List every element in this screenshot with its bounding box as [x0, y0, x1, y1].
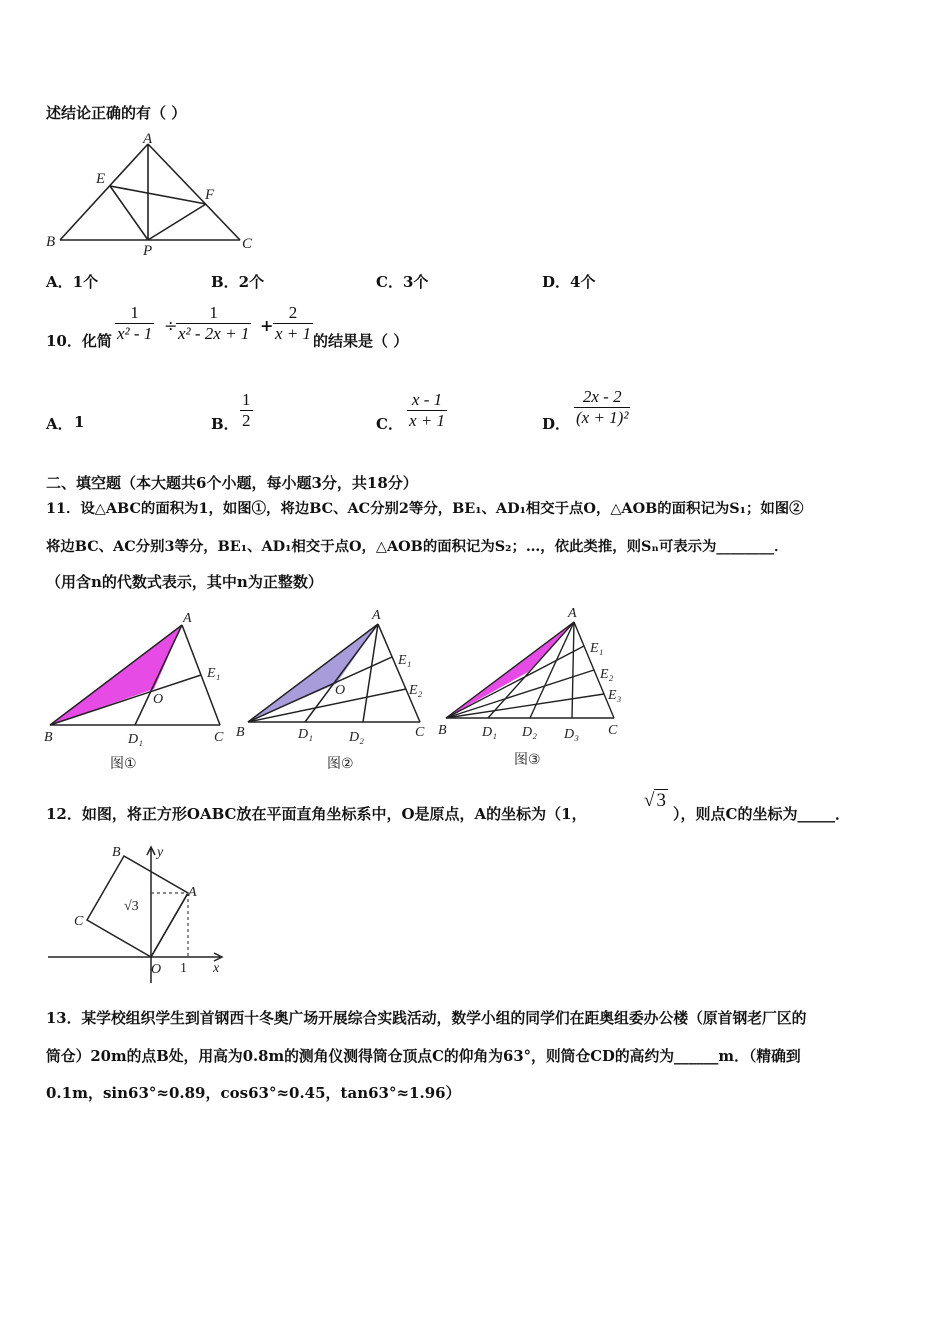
q9-seg-ep	[110, 186, 148, 240]
q11-fig3-label-c: C	[608, 723, 618, 738]
q11-fig2-label-d2: D₂	[349, 730, 364, 745]
q11-fig3-label-d1: D₁	[482, 725, 497, 740]
q11-fig1-label-o: O	[153, 692, 164, 707]
q9-stem-tail: 述结论正确的有（ ）	[46, 104, 187, 122]
q10-plus-sign: +	[260, 316, 274, 335]
q10-option-d-den: (x + 1)²	[576, 408, 629, 427]
q10-term2-den: x² - 2x + 1	[178, 324, 250, 343]
q9-label-p: P	[143, 243, 153, 259]
q10-term2	[176, 303, 251, 344]
q11-fig1-caption: 图①	[110, 756, 137, 772]
q10-term2-num: 1	[209, 303, 218, 322]
q11-figure-1	[42, 607, 237, 777]
q10-option-c-label: C．	[376, 415, 403, 433]
q11-fig3-seg-ad3	[572, 622, 574, 718]
q11-fig3-label-d2: D₂	[522, 725, 537, 740]
q10-option-c-num: x - 1	[411, 390, 443, 409]
q9-label-b: B	[46, 234, 56, 250]
q9-side-ac	[148, 144, 240, 240]
q12-text-after: ），则点C的坐标为_____．	[673, 805, 850, 823]
q13-line-3: 0.1m，sin63°≈0.89，cos63°≈0.45，tan63°≈1.96）	[46, 1084, 461, 1102]
q11-fig2-seg-be1	[248, 657, 392, 722]
q12-label-o: O	[151, 962, 162, 977]
q10-option-b-den: 2	[242, 411, 251, 430]
q10-option-d-frac	[574, 387, 630, 428]
q11-fig1-label-a: A	[183, 611, 192, 626]
q10-option-c-den: x + 1	[409, 411, 446, 430]
q11-fig1-label-e1: E₁	[207, 666, 221, 681]
q10-prefix: 10．化简	[46, 332, 112, 350]
section-title: 二、填空题（本大题共6个小题，每小题3分，共18分）	[46, 474, 418, 492]
q13-line-2: 筒仓）20m的点B处，用高为0.8m的测角仪测得筒仓顶点C的仰角为63°，则筒仓CD的高约为______m．（精确到	[46, 1048, 801, 1065]
q10-term3	[273, 303, 313, 344]
q10-option-b-frac	[240, 390, 253, 431]
q9-option-a: A．1个	[46, 273, 99, 291]
q11-line-1: 11．设△ABC的面积为1，如图①，将边BC、AC分别2等分，BE₁、AD₁相交于点O，△AOB的面积记为S₁；如图②	[46, 500, 804, 517]
q10-term1	[115, 303, 154, 344]
q11-figure-2	[232, 604, 437, 776]
q11-fig2-label-a: A	[372, 608, 381, 623]
q11-fig3-seg-ad1	[488, 622, 574, 718]
q11-fig3-label-e3: E₃	[608, 688, 622, 703]
q9-seg-fp	[148, 204, 206, 240]
q11-fig2-side-ab	[248, 624, 378, 722]
q10-option-a-value: 1	[74, 413, 85, 431]
q11-fig1-label-b: B	[44, 730, 53, 745]
sqrt-icon: √	[644, 790, 655, 811]
q9-option-b: B．2个	[211, 273, 265, 291]
q11-fig3-label-e2: E₂	[600, 667, 614, 682]
q13-line-1: 13．某学校组织学生到首钢西十冬奥广场开展综合实践活动，数学小组的同学们在距奥组委办公楼（原首钢老厂区的	[46, 1010, 807, 1027]
q10-suffix: 的结果是（ ）	[313, 332, 409, 350]
q9-side-ab	[60, 144, 148, 240]
q11-fig2-side-ac	[378, 624, 420, 722]
q12-label-b: B	[112, 845, 121, 860]
q11-fig2-caption: 图②	[327, 756, 354, 772]
q11-fig3-side-ab	[446, 622, 574, 718]
q12-text-before: 12．如图，将正方形OABC放在平面直角坐标系中，O是原点，A的坐标为（1，	[46, 805, 587, 823]
q10-term3-den: x + 1	[275, 324, 312, 343]
q9-label-e: E	[96, 171, 106, 187]
q9-option-c: C．3个	[376, 273, 429, 291]
q11-fig2-label-e2: E₂	[409, 683, 423, 698]
q9-option-d: D．4个	[542, 273, 596, 291]
q11-fig2-label-o: O	[335, 683, 346, 698]
q12-label-sqrt3: √3	[124, 899, 139, 914]
q12-label-y: y	[157, 845, 164, 860]
q11-fig1-label-d1: D₁	[128, 732, 143, 747]
q9-figure	[40, 128, 260, 260]
q12-label-one: 1	[180, 961, 187, 976]
q9-label-a: A	[143, 131, 153, 147]
q11-fig3-label-d3: D₃	[564, 727, 579, 742]
q11-line-3: （用含n的代数式表示，其中n为正整数）	[46, 573, 323, 591]
q11-fig2-label-b: B	[236, 725, 245, 740]
q10-option-a-label: A．	[46, 415, 73, 433]
q11-fig2-label-d1: D₁	[298, 727, 313, 742]
q10-option-d-label: D．	[542, 415, 571, 433]
q10-option-c-frac	[407, 390, 447, 431]
q12-label-x: x	[213, 961, 220, 976]
q12-seg-oa	[151, 893, 188, 957]
q11-fig3-label-b: B	[438, 723, 447, 738]
q11-fig2-label-c: C	[415, 725, 425, 740]
q11-figure-3	[436, 602, 631, 774]
q11-fig3-label-e1: E₁	[590, 641, 604, 656]
q11-fig1-label-c: C	[214, 730, 224, 745]
q10-term1-num: 1	[130, 303, 139, 322]
q10-option-d-num: 2x - 2	[582, 387, 622, 406]
q9-label-f: F	[205, 187, 215, 203]
q9-label-c: C	[242, 236, 253, 252]
q12-label-a: A	[188, 885, 197, 900]
q12-figure	[44, 845, 229, 985]
q10-option-b-num: 1	[242, 390, 251, 409]
q11-fig3-caption: 图③	[514, 752, 541, 768]
q10-term1-den: x² - 1	[117, 324, 153, 343]
q11-line-2: 将边BC、AC分别3等分，BE₁、AD₁相交于点O，△AOB的面积记为S₂；…，依此类推，则Sₙ可表示为________．	[46, 538, 789, 555]
q10-term3-num: 2	[288, 303, 298, 322]
q10-option-b-label: B．	[211, 415, 239, 433]
q11-fig3-label-a: A	[568, 606, 577, 621]
q12-label-c: C	[74, 914, 84, 929]
q10-divide-sign: ÷	[164, 316, 178, 335]
q11-fig1-side-ab	[50, 625, 182, 725]
q12-sqrt-arg: 3	[656, 790, 666, 811]
q12-sqrt3	[644, 790, 668, 812]
q11-fig2-label-e1: E₁	[398, 653, 412, 668]
